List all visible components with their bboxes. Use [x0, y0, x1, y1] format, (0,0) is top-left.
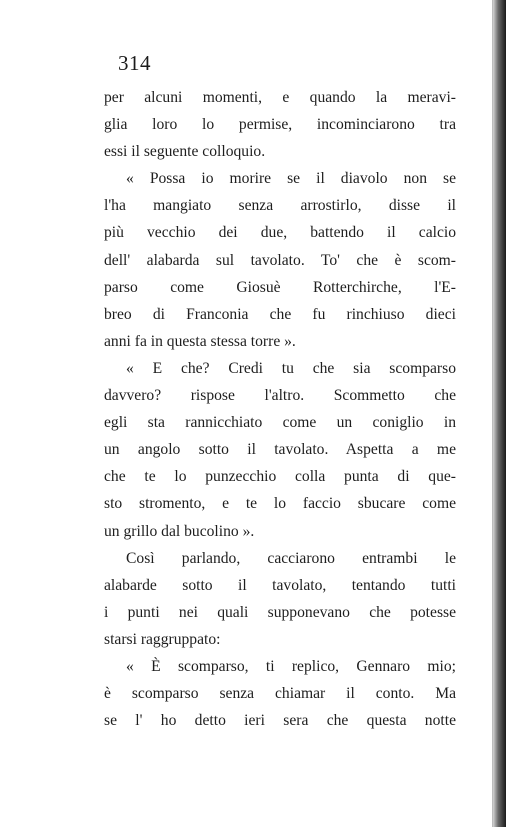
text-line: sto stromento, e te lo faccio sbucare come [104, 495, 456, 513]
body-text [104, 84, 456, 734]
text-line: starsi raggruppato: [104, 630, 221, 648]
text-line: che te lo punzecchio colla punta di que- [104, 468, 456, 486]
text-line: l'ha mangiato senza arrostirlo, disse il [104, 197, 456, 215]
page-edge-line [492, 0, 493, 827]
text-line: alabarde sotto il tavolato, tentando tutti [104, 576, 456, 594]
text-line: egli sta rannicchiato come un coniglio in [104, 414, 456, 432]
text-line: un angolo sotto il tavolato. Aspetta a me [104, 441, 456, 459]
text-line: breo di Franconia che fu rinchiuso dieci [104, 305, 456, 323]
text-line: dell' alabarda sul tavolato. To' che è scom- [104, 251, 456, 269]
text-line: « E che? Credi tu che sia scomparso [126, 359, 456, 377]
text-line: un grillo dal bucolino ». [104, 522, 255, 540]
text-line: glia loro lo permise, incominciarono tra [104, 116, 456, 134]
page-binding-shadow [492, 0, 506, 827]
text-line: anni fa in questa stessa torre ». [104, 332, 296, 350]
text-line: « Possa io morire se il diavolo non se [126, 170, 456, 188]
text-line: parso come Giosuè Rotterchirche, l'E- [104, 278, 456, 296]
text-line: Così parlando, cacciarono entrambi le [126, 549, 456, 567]
text-line: più vecchio dei due, battendo il calcio [104, 224, 456, 242]
text-line: per alcuni momenti, e quando la meravi- [104, 89, 456, 106]
text-line: è scomparso senza chiamar il conto. Ma [104, 685, 456, 703]
text-line: se l' ho detto ieri sera che questa notte [104, 712, 456, 730]
text-line: i punti nei quali supponevano che potesse [104, 603, 456, 621]
text-line: davvero? rispose l'altro. Scommetto che [104, 387, 456, 405]
text-line: « È scomparso, ti replico, Gennaro mio; [126, 657, 456, 675]
text-line: essi il seguente colloquio. [104, 143, 266, 161]
page-number: 314 [118, 51, 151, 75]
